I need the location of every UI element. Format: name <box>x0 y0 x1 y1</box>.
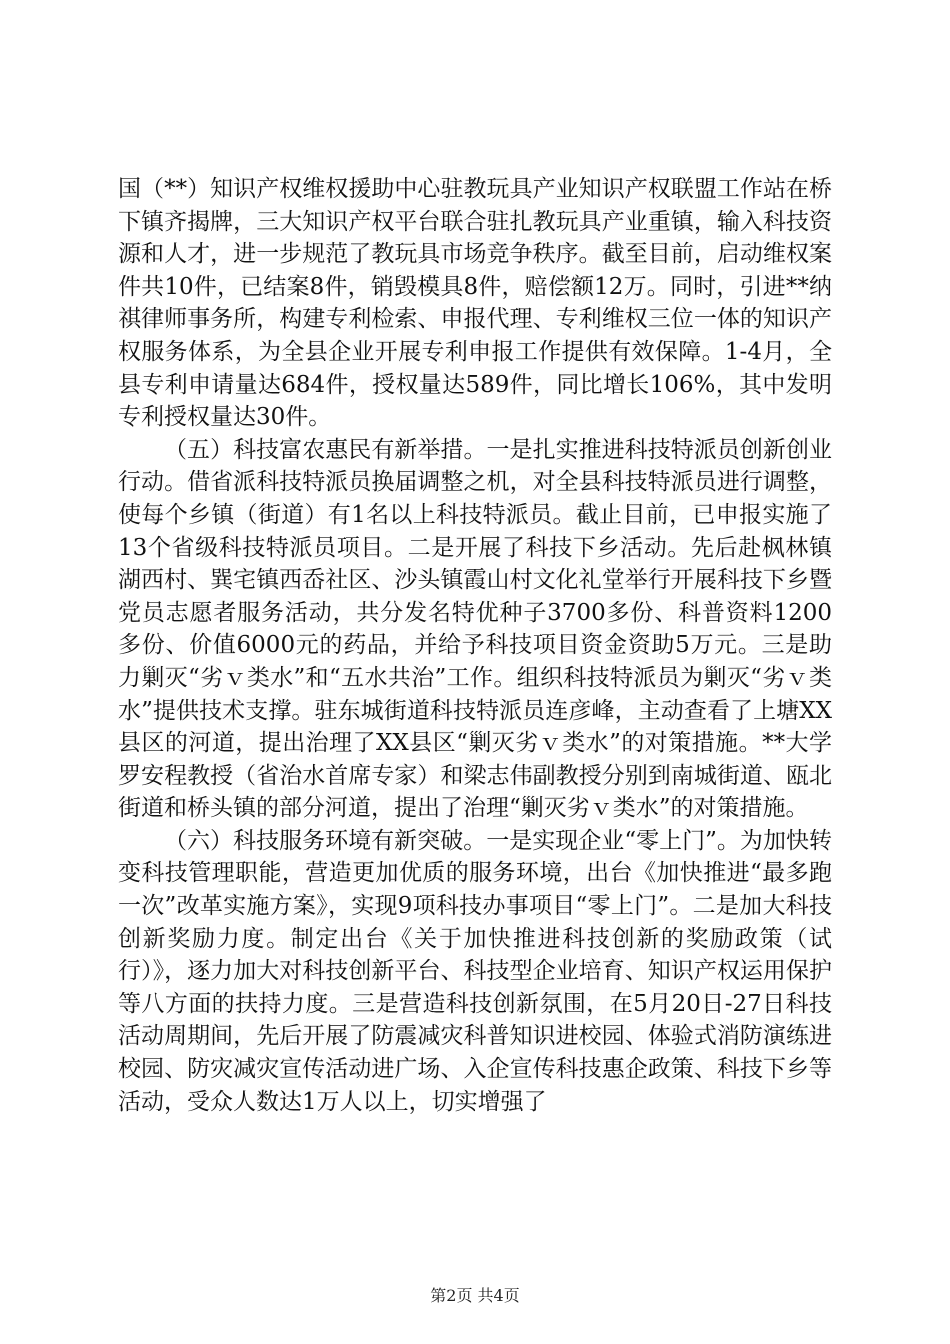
page-number-footer: 第2页 共4页 <box>430 1286 520 1305</box>
paragraph-section-five: （五）科技富农惠民有新举措。一是扎实推进科技特派员创新创业行动。借省派科技特派员换届调整之机，对全县科技特派员进行调整，使每个乡镇（街道）有1名以上科技特派员。截止目前，已申报实施了13个省级科技特派员项目。二是开展了科技下乡活动。先后赴枫林镇湖西村、巽宅镇西岙社区、沙头镇霞山村文化礼堂举行开展科技下乡暨党员志愿者服务活动，共分发名特优种子3700多份、科普资料1200多份、价值6000元的药品，并给予科技项目资金资助5万元。三是助力剿灭“劣ｖ类水”和“五水共治”工作。组织科技特派员为剿灭“劣ｖ类水”提供技术支撑。驻东城街道科技特派员连彦峰，主动查看了上塘XX县区的河道，提出治理了XX县区“剿灭劣ｖ类水”的对策措施。**大学罗安程教授（省治水首席专家）和梁志伟副教授分别到南城街道、瓯北街道和桥头镇的部分河道，提出了治理“剿灭劣ｖ类水”的对策措施。 <box>118 436 832 822</box>
paragraph-section-six: （六）科技服务环境有新突破。一是实现企业“零上门”。为加快转变科技管理职能，营造更加优质的服务环境，出台《加快推进“最多跑一次”改革实施方案》，实现9项科技办事项目“零上门”。二是加大科技创新奖励力度。制定出台《关于加快推进科技创新的奖励政策（试行）》，逐力加大对科技创新平台、科技型企业培育、知识产权运用保护等八方面的扶持力度。三是营造科技创新氛围，在5月20日-27日科技活动周期间，先后开展了防震减灾科普知识进校园、体验式消防演练进校园、防灾减灾宣传活动进广场、入企宣传科技惠企政策、科技下乡等活动，受众人数达1万人以上，切实增强了 <box>118 827 832 1115</box>
document-body <box>118 173 832 1118</box>
paragraph-ip-rights: 国（**）知识产权维权援助中心驻教玩具产业知识产权联盟工作站在桥下镇齐揭牌，三大知识产权平台联合驻扎教玩具产业重镇，输入科技资源和人才，进一步规范了教玩具市场竞争秩序。截至目前，启动维权案件共10件，已结案8件，销毁模具8件，赔偿额12万。同时，引进**纳祺律师事务所，构建专利检索、申报代理、专利维权三位一体的知识产权服务体系，为全县企业开展专利申报工作提供有效保障。1-4月，全县专利申请量达684件，授权量达589件，同比增长106%，其中发明专利授权量达30件。 <box>118 176 832 431</box>
